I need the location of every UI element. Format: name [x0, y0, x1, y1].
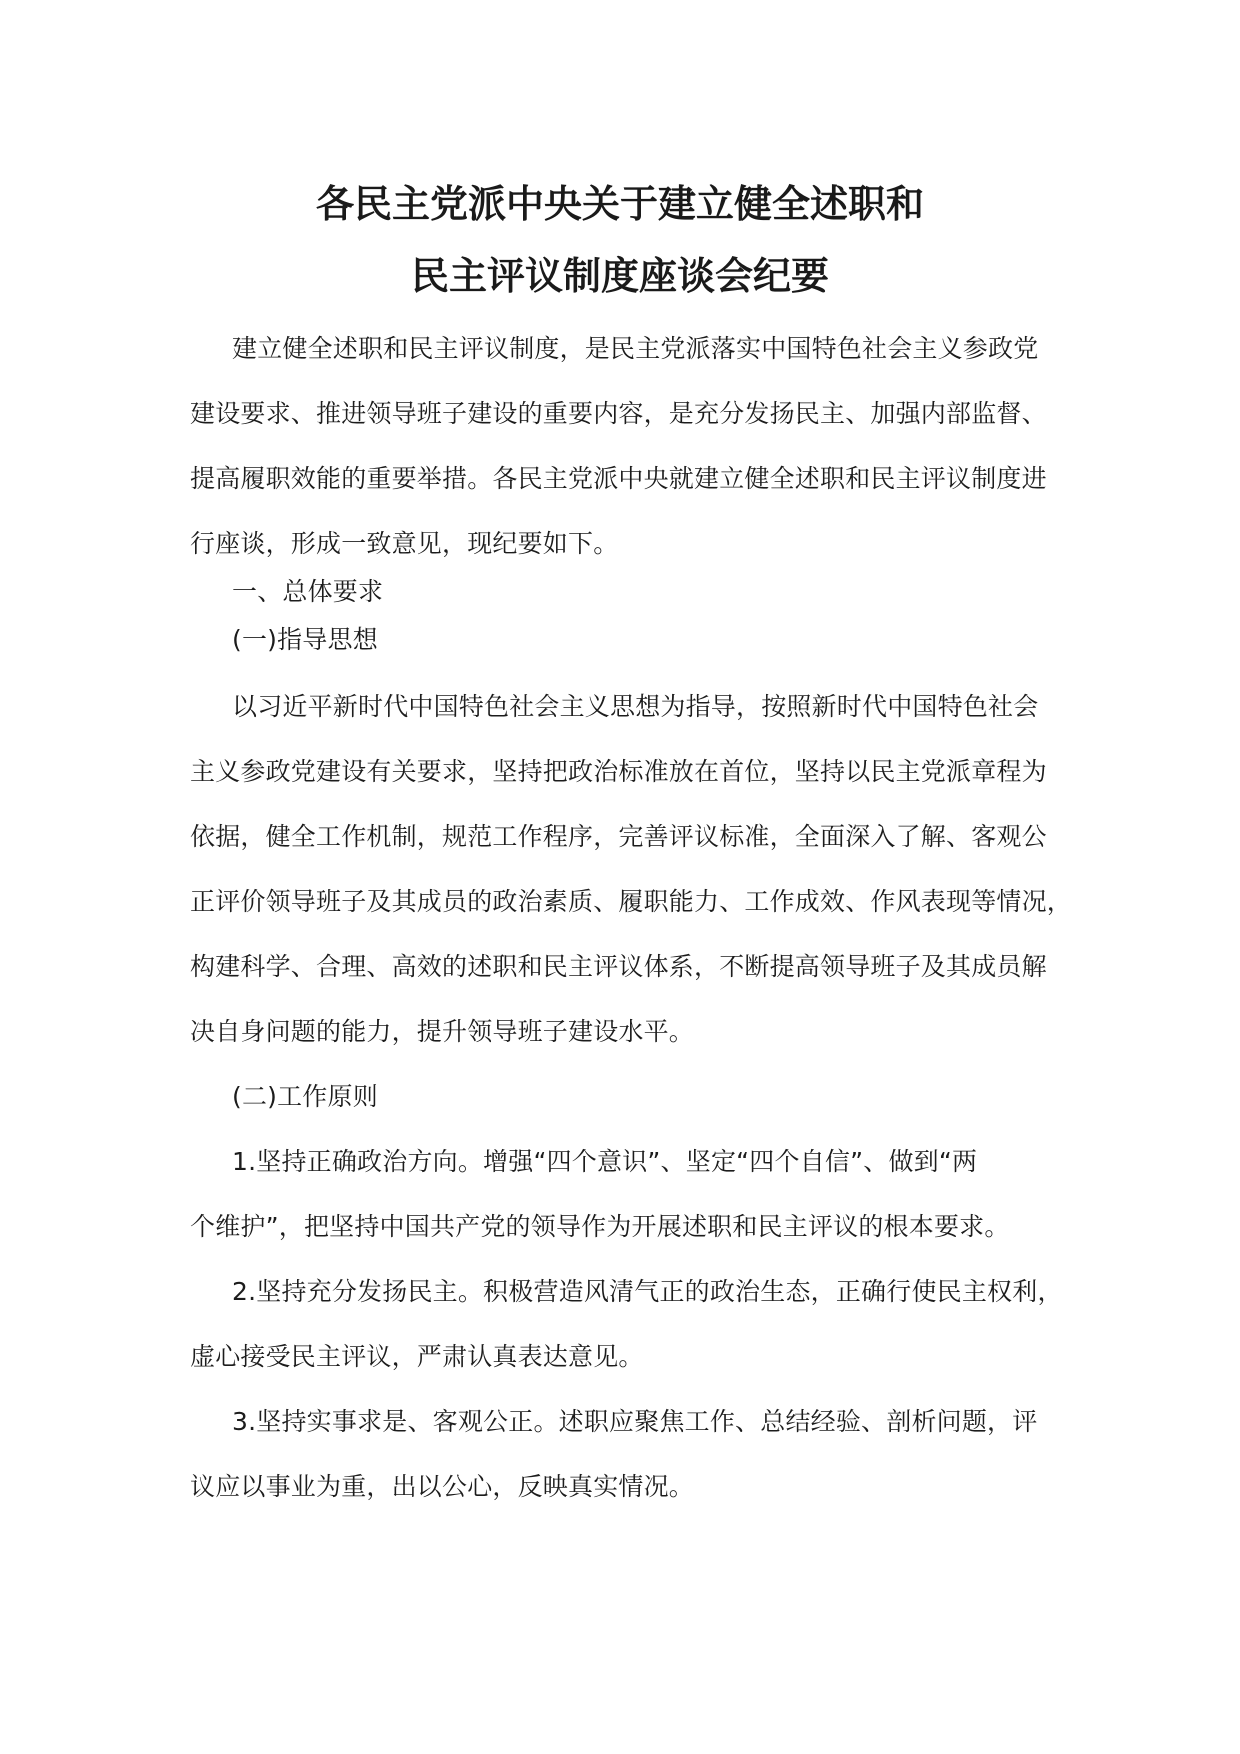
section-heading: 一、总体要求	[232, 577, 384, 606]
title-line: 各民主党派中央关于建立健全述职和	[315, 182, 924, 226]
principle-item-3	[190, 1389, 1070, 1519]
paragraph-line: 2.坚持充分发扬民主。积极营造风清气正的政治生态，正确行使民主权利，	[232, 1277, 1063, 1306]
principle-item-2	[190, 1259, 1070, 1389]
paragraph-line: 构建科学、合理、高效的述职和民主评议体系，不断提高领导班子及其成员解	[190, 952, 1047, 981]
paragraph-line: 依据，健全工作机制，规范工作程序，完善评议标准，全面深入了解、客观公	[190, 822, 1047, 851]
paragraph-line: 提高履职效能的重要举措。各民主党派中央就建立健全述职和民主评议制度进	[190, 464, 1047, 493]
document-title	[0, 168, 1240, 312]
paragraph-line: 1.坚持正确政治方向。增强“四个意识”、坚定“四个自信”、做到“两	[232, 1147, 978, 1176]
title-line: 民主评议制度座谈会纪要	[410, 254, 829, 298]
paragraph-line: 3.坚持实事求是、客观公正。述职应聚焦工作、总结经验、剖析问题，评	[232, 1407, 1038, 1436]
paragraph-line: 虚心接受民主评议，严肃认真表达意见。	[190, 1342, 644, 1371]
paragraph-line: 以习近平新时代中国特色社会主义思想为指导，按照新时代中国特色社会	[232, 692, 1039, 721]
principle-item-1	[190, 1129, 1070, 1259]
main-body	[190, 674, 1073, 1519]
guiding-thought-paragraph	[190, 674, 1073, 1064]
subsection-heading: (一)指导思想	[232, 625, 378, 654]
paragraph-line: 建设要求、推进领导班子建设的重要内容，是充分发扬民主、加强内部监督、	[190, 399, 1047, 428]
paragraph-line: 正评价领导班子及其成员的政治素质、履职能力、工作成效、作风表现等情况，	[190, 887, 1073, 916]
paragraph-line: 个维护”，把坚持中国共产党的领导作为开展述职和民主评议的根本要求。	[190, 1212, 1010, 1241]
paragraph-line: 行座谈，形成一致意见，现纪要如下。	[190, 529, 619, 558]
section-headings	[190, 568, 1070, 664]
subsection-heading: (二)工作原则	[232, 1082, 378, 1111]
paragraph-line: 议应以事业为重，出以公心，反映真实情况。	[190, 1472, 695, 1501]
paragraph-line: 主义参政党建设有关要求，坚持把政治标准放在首位，坚持以民主党派章程为	[190, 757, 1047, 786]
intro-paragraph	[190, 316, 1070, 576]
paragraph-line: 决自身问题的能力，提升领导班子建设水平。	[190, 1017, 695, 1046]
paragraph-line: 建立健全述职和民主评议制度，是民主党派落实中国特色社会主义参政党	[232, 334, 1039, 363]
